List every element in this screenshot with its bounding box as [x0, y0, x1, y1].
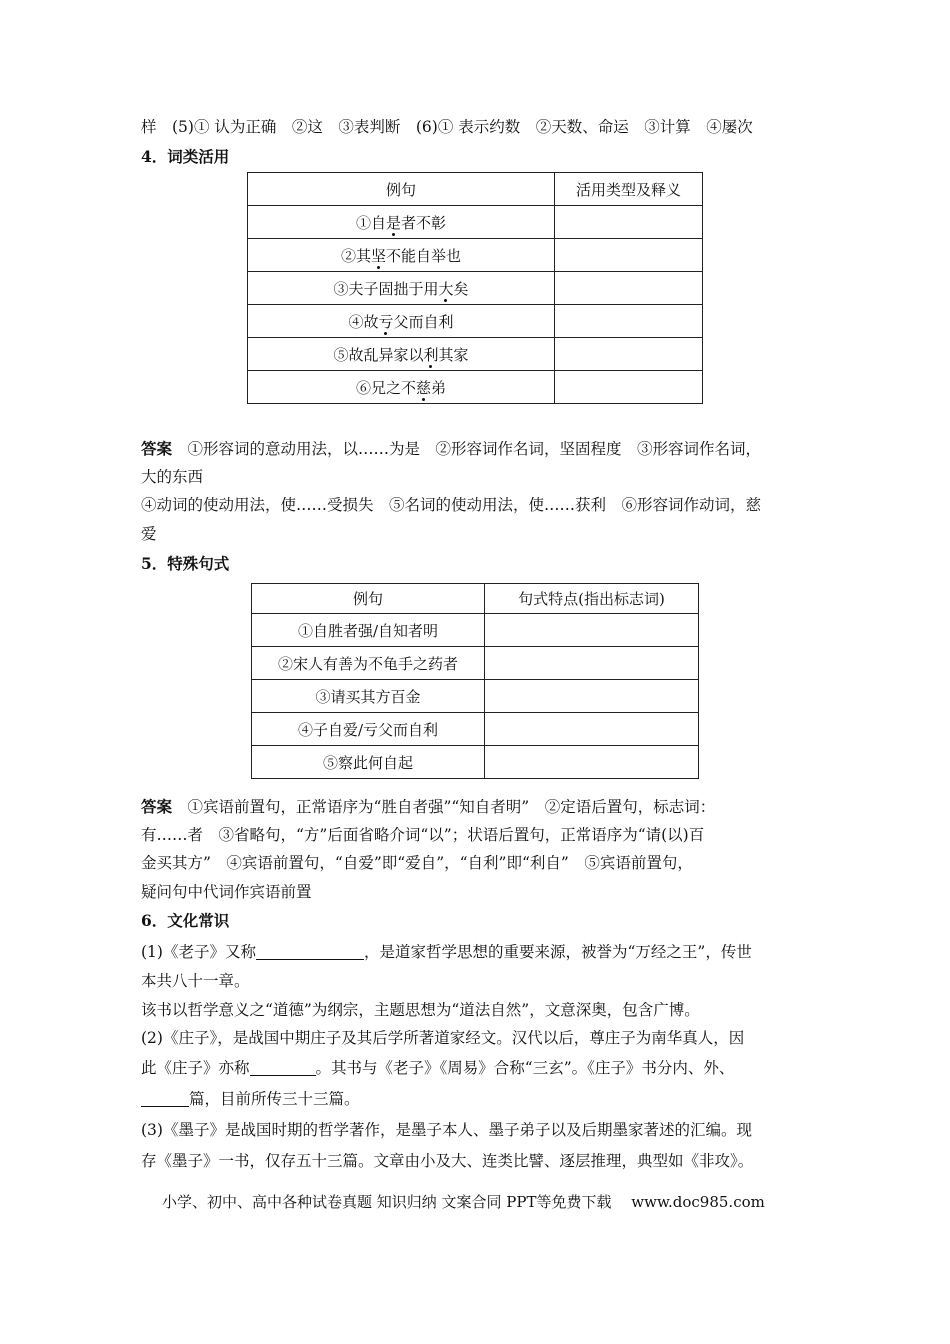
table-row-example: ①自胜者强/自知者明 [252, 614, 485, 647]
blank-answer-cell [485, 680, 699, 713]
section-4-answer-line-2: 大的东西 [141, 468, 204, 486]
page-footer: 小学、初中、高中各种试卷真题 知识归纳 文案合同 PPT等免费下载 www.doc985.com [162, 1193, 765, 1211]
culture-item-3-line-1: (3)《墨子》是战国时期的哲学著作，是墨子本人、墨子弟子以及后期墨家著述的汇编。现 [141, 1121, 752, 1139]
blank-answer-cell [485, 647, 699, 680]
culture-item-1-line-2: 本共八十一章。 [141, 972, 250, 990]
section-4-answer-line-3: ④动词的使动用法，使……受损失 ⑤名词的使动用法，使……获利 ⑥形容词作动词，慈 [141, 496, 762, 514]
blank-answer-cell [485, 713, 699, 746]
blank-answer-cell [555, 305, 703, 338]
section-5-heading: 5．特殊句式 [141, 554, 230, 573]
table-row-example: ④故亏父而自利 [248, 305, 555, 338]
fill-in-blank [250, 1059, 316, 1076]
blank-answer-cell [555, 371, 703, 404]
fill-in-blank [141, 1090, 189, 1107]
table-row-example: ⑤察此何自起 [252, 746, 485, 779]
section-4-heading: 4．词类活用 [141, 147, 230, 166]
blank-answer-cell [485, 614, 699, 647]
section-4-answer-line-1: 答案 ①形容词的意动用法，以……为是 ②形容词作名词，坚固程度 ③形容词作名词， [141, 439, 762, 458]
table-row-example: ④子自爱/亏父而自利 [252, 713, 485, 746]
part-of-speech-table [247, 172, 703, 404]
table-header-example: 例句 [252, 584, 485, 614]
culture-item-2-line-3: 篇，目前所传三十三篇。 [141, 1088, 360, 1110]
table-row-example: ②宋人有善为不龟手之药者 [252, 647, 485, 680]
culture-item-2-line-1: (2)《庄子》，是战国中期庄子及其后学所著道家经文。汉代以后，尊庄子为南华真人，因 [141, 1029, 745, 1047]
blank-answer-cell [555, 338, 703, 371]
table-header-pattern: 句式特点(指出标志词) [485, 584, 699, 614]
table-row-example: ①自是者不彰 [248, 206, 555, 239]
section-5-answer-line-4: 疑问句中代词作宾语前置 [141, 883, 312, 901]
section-5-answer-line-1: 答案 ①宾语前置句，正常语序为“胜自者强”“知自者明” ②定语后置句，标志词： [141, 797, 716, 816]
section-5-answer-line-2: 有……者 ③省略句，“方”后面省略介词“以”；状语后置句，正常语序为“请(以)百 [141, 826, 705, 844]
answer-label: 答案 [141, 797, 173, 816]
answer-label: 答案 [141, 439, 173, 458]
section-4-answer-line-4: 爱 [141, 525, 157, 543]
table-header-usage: 活用类型及释义 [555, 173, 703, 206]
table-row-example: ②其坚不能自举也 [248, 239, 555, 272]
section-5-answer-line-3: 金买其方” ④宾语前置句，“自爱”即“爱自”，“自利”即“利自” ⑤宾语前置句， [141, 854, 693, 872]
blank-answer-cell [555, 272, 703, 305]
sentence-pattern-table [251, 583, 699, 779]
blank-answer-cell [485, 746, 699, 779]
culture-item-1-line-1: (1)《老子》又称 ，是道家哲学思想的重要来源，被誉为“万经之王”，传世 [141, 943, 752, 961]
culture-item-3-line-2: 存《墨子》一书，仅存五十三篇。文章由小及大、连类比譬、逐层推理，典型如《非攻》。 [141, 1152, 754, 1170]
blank-answer-cell [555, 239, 703, 272]
table-row-example: ③请买其方百金 [252, 680, 485, 713]
section-6-heading: 6．文化常识 [141, 911, 230, 930]
table-row-example: ⑤故乱异家以利其家 [248, 338, 555, 371]
top-answer-line: 样 (5)① 认为正确 ②这 ③表判断 (6)① 表示约数 ②天数、命运 ③计算 ④屡次 [141, 118, 753, 136]
table-header-example: 例句 [248, 173, 555, 206]
table-row-example: ③夫子固拙于用大矣 [248, 272, 555, 305]
culture-item-1-line-3: 该书以哲学意义之“道德”为纲宗，主题思想为“道法自然”，文意深奥，包含广博。 [141, 1001, 700, 1019]
table-row-example: ⑥兄之不慈弟 [248, 371, 555, 404]
blank-answer-cell [555, 206, 703, 239]
fill-in-blank [256, 943, 364, 960]
culture-item-2-line-2: 此《庄子》亦称 。其书与《老子》《周易》合称“三玄”。《庄子》书分内、外、 [141, 1059, 735, 1077]
